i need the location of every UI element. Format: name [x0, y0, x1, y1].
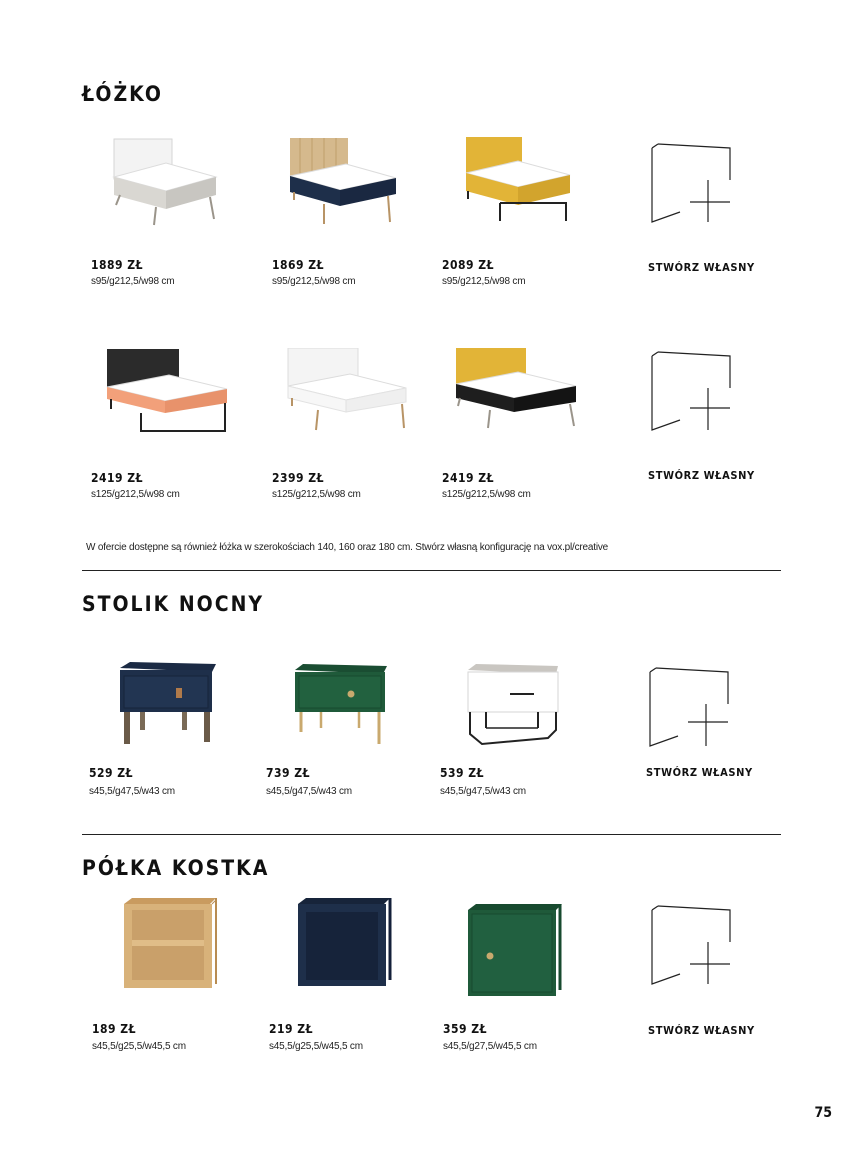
nightstand-price-1: 529 ZŁ [89, 766, 134, 780]
bed-image-black-peach[interactable] [103, 347, 231, 437]
cube-price-1: 189 ZŁ [92, 1022, 137, 1036]
bed-image-mustard-black[interactable] [452, 346, 580, 432]
bed-price-1: 1889 ZŁ [91, 258, 144, 272]
nightstand-image-green[interactable] [291, 662, 391, 746]
bed-dims-3: s95/g212,5/w98 cm [442, 276, 526, 287]
section-title-nightstands: STOLIK NOCNY [82, 592, 265, 616]
create-own-button-nightstands[interactable]: STWÓRZ WŁASNY [646, 766, 753, 779]
bed-price-4: 2419 ZŁ [91, 471, 144, 485]
create-own-icon-beds-1[interactable] [650, 140, 734, 226]
create-own-button-beds-1[interactable]: STWÓRZ WŁASNY [648, 261, 755, 274]
create-own-icon-cubes[interactable] [650, 902, 734, 988]
nightstand-image-navy[interactable] [116, 660, 218, 746]
bed-image-oak-navy[interactable] [286, 138, 401, 230]
page-number: 75 [814, 1105, 832, 1121]
section-title-cubes: PÓŁKA KOSTKA [82, 856, 270, 880]
bed-price-3: 2089 ZŁ [442, 258, 495, 272]
bed-dims-4: s125/g212,5/w98 cm [91, 489, 180, 500]
nightstand-dims-3: s45,5/g47,5/w43 cm [440, 786, 526, 797]
section-title-beds: ŁÓŻKO [82, 82, 163, 106]
cube-image-green[interactable] [464, 902, 564, 1000]
bed-image-mustard[interactable] [460, 135, 575, 225]
nightstand-price-3: 539 ZŁ [440, 766, 485, 780]
bed-dims-5: s125/g212,5/w98 cm [272, 489, 361, 500]
nightstand-dims-1: s45,5/g47,5/w43 cm [89, 786, 175, 797]
nightstand-dims-2: s45,5/g47,5/w43 cm [266, 786, 352, 797]
cube-dims-3: s45,5/g27,5/w45,5 cm [443, 1041, 537, 1052]
cube-price-3: 359 ZŁ [443, 1022, 488, 1036]
bed-price-2: 1869 ZŁ [272, 258, 325, 272]
create-own-icon-nightstands[interactable] [648, 664, 732, 750]
cube-dims-2: s45,5/g25,5/w45,5 cm [269, 1041, 363, 1052]
divider-1 [82, 570, 781, 571]
create-own-button-beds-2[interactable]: STWÓRZ WŁASNY [648, 469, 755, 482]
nightstand-image-white[interactable] [464, 662, 564, 748]
divider-2 [82, 834, 781, 835]
bed-dims-1: s95/g212,5/w98 cm [91, 276, 175, 287]
create-own-icon-beds-2[interactable] [650, 348, 734, 434]
cube-dims-1: s45,5/g25,5/w45,5 cm [92, 1041, 186, 1052]
cube-image-navy[interactable] [294, 896, 392, 990]
bed-price-6: 2419 ZŁ [442, 471, 495, 485]
bed-dims-2: s95/g212,5/w98 cm [272, 276, 356, 287]
cube-image-oak[interactable] [120, 896, 218, 992]
bed-image-white[interactable] [284, 348, 410, 434]
bed-dims-6: s125/g212,5/w98 cm [442, 489, 531, 500]
bed-image-white-grey[interactable] [106, 133, 221, 228]
bed-price-5: 2399 ZŁ [272, 471, 325, 485]
nightstand-price-2: 739 ZŁ [266, 766, 311, 780]
create-own-button-cubes[interactable]: STWÓRZ WŁASNY [648, 1024, 755, 1037]
beds-note: W ofercie dostępne są również łóżka w szerokościach 140, 160 oraz 180 cm. Stwórz własną konfigurację na vox.pl/creative [86, 542, 609, 553]
cube-price-2: 219 ZŁ [269, 1022, 314, 1036]
